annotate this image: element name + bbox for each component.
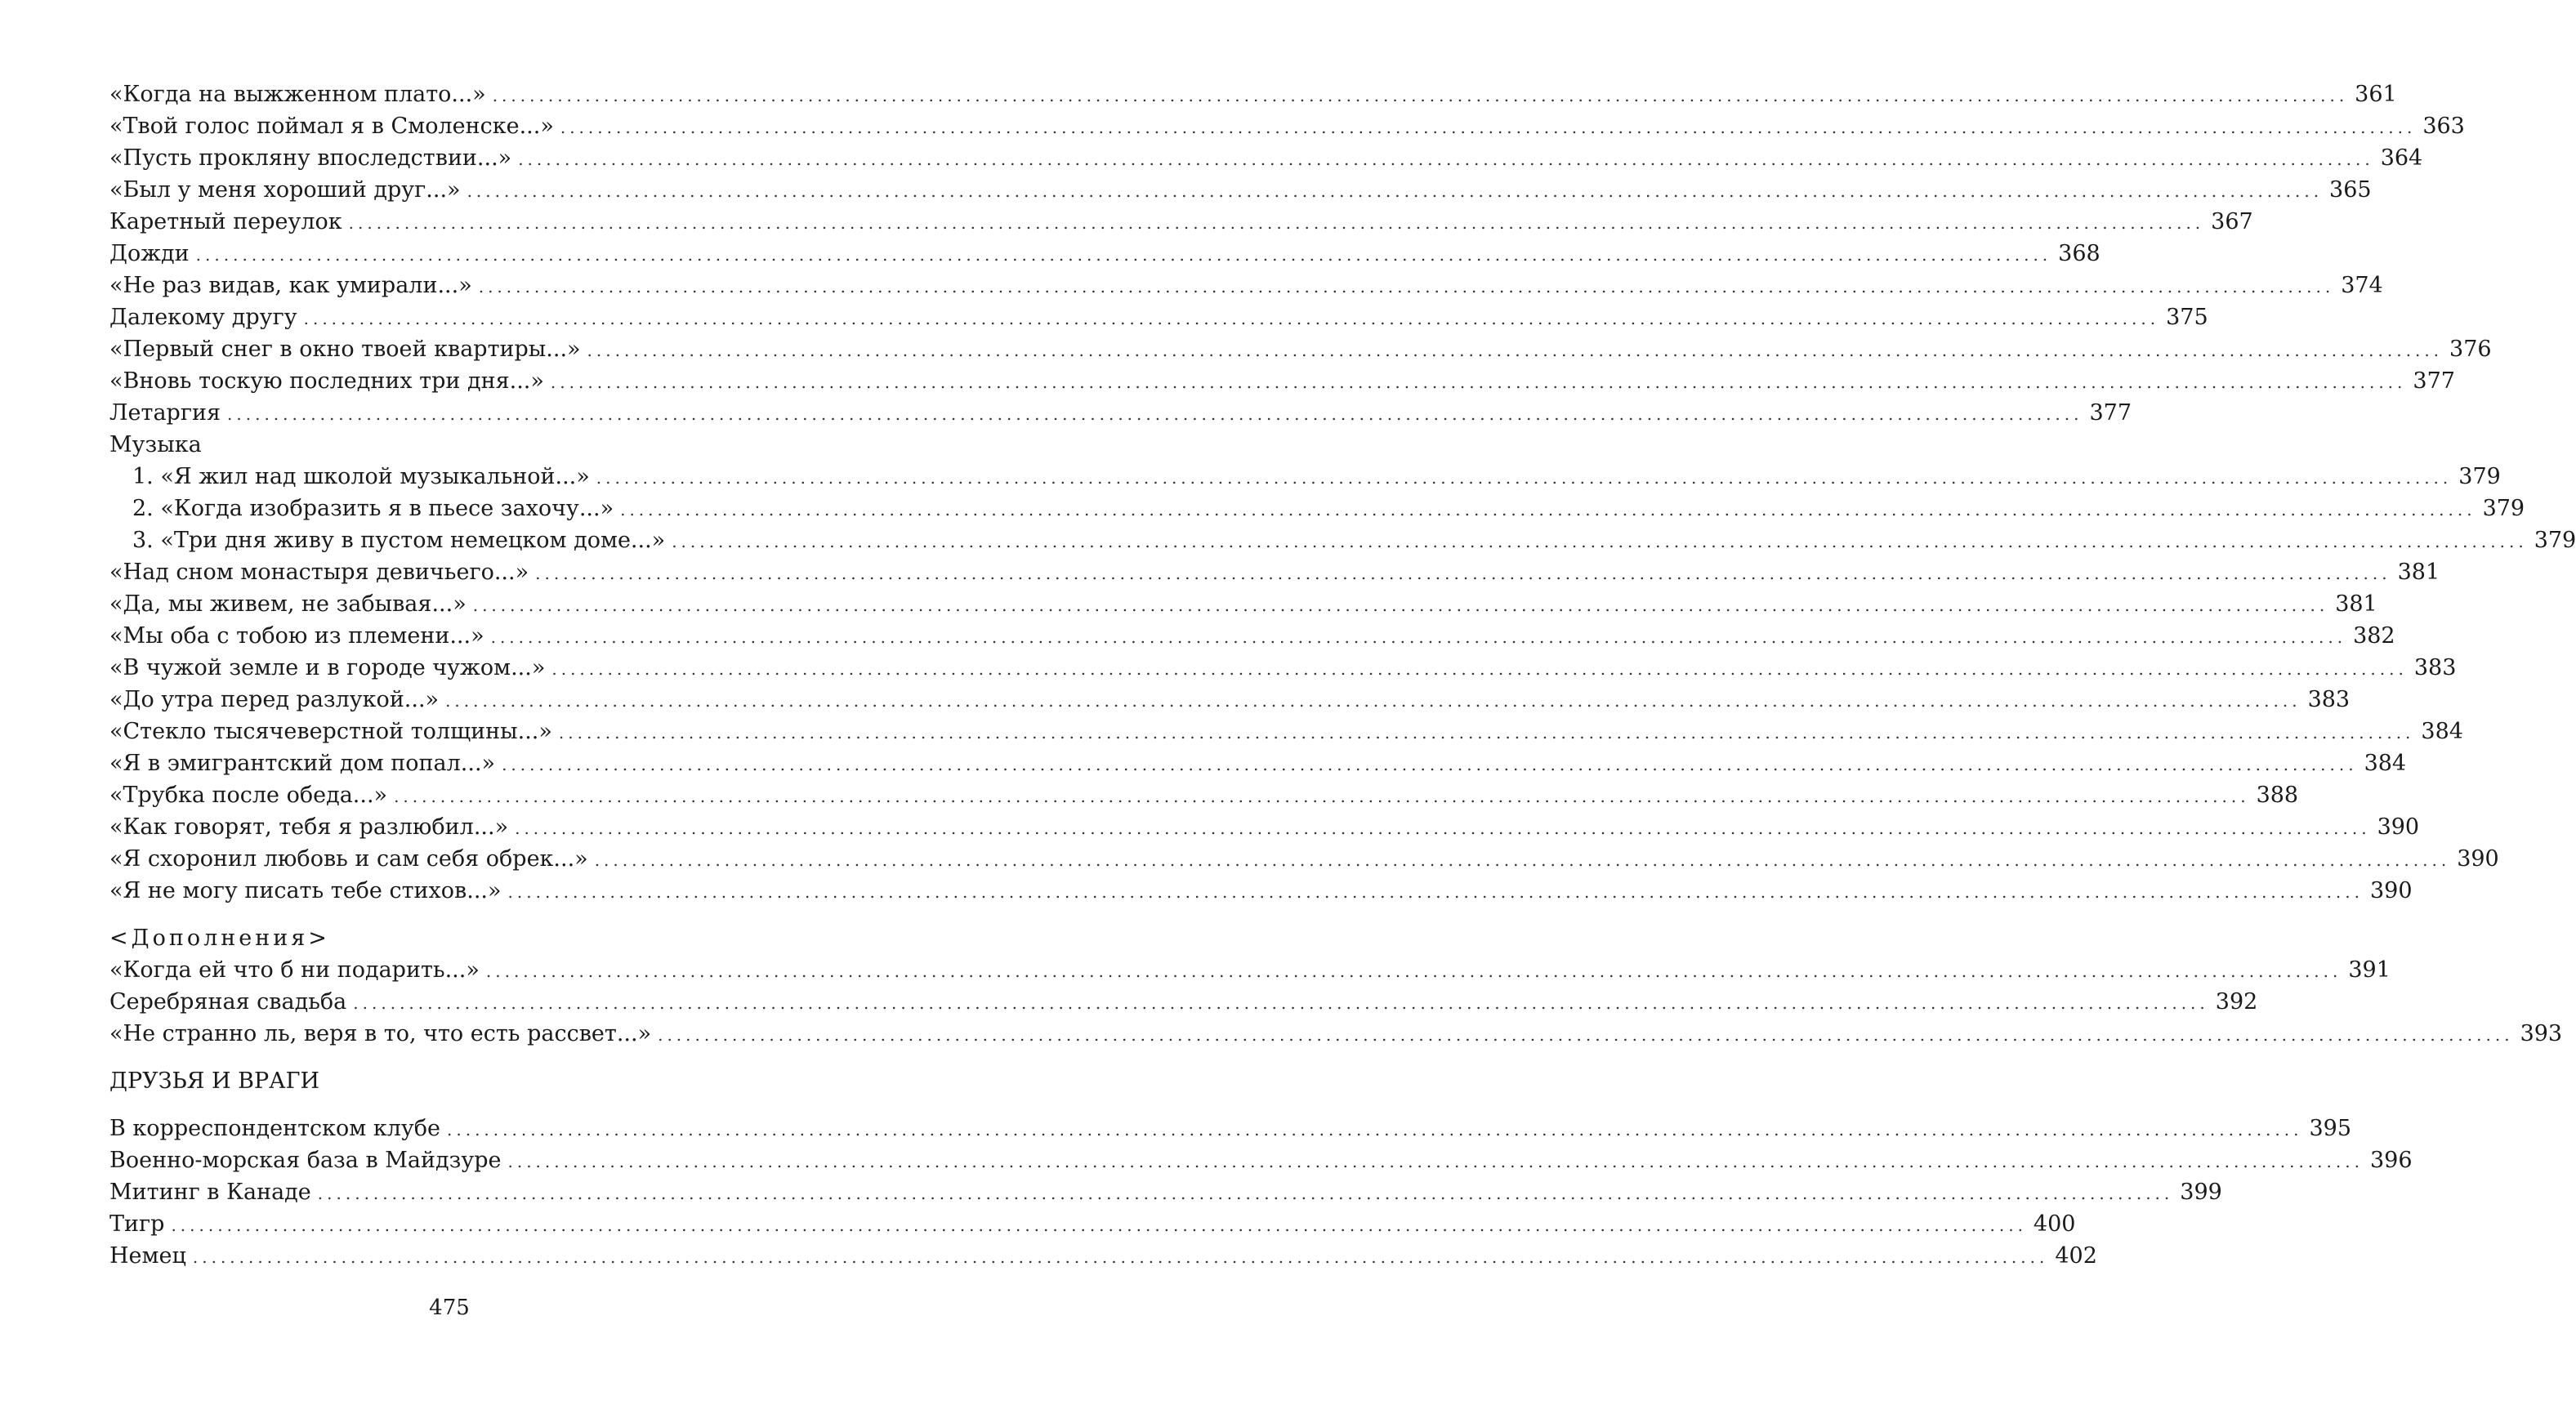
toc-entry-title: Далекому другу xyxy=(109,305,297,330)
toc-entry-page: 381 xyxy=(2335,591,2377,617)
toc-entry-title: «В чужой земле и в городе чужом...» xyxy=(109,655,546,680)
toc-entry-page: 377 xyxy=(2089,400,2132,426)
toc-entry-title: 1. «Я жил над школой музыкальной...» xyxy=(132,464,590,489)
toc-entry-page: 381 xyxy=(2397,560,2440,585)
toc-entry xyxy=(109,238,2101,270)
toc-entry-page: 400 xyxy=(2033,1211,2076,1237)
toc-entry xyxy=(109,875,2413,907)
toc-entry-page: 382 xyxy=(2353,623,2395,649)
toc-entry-title: Дожди xyxy=(109,241,190,266)
section-heading-music: Музыка xyxy=(109,432,202,457)
dot-leader: ........................................................................................................................................................................................................ xyxy=(490,627,2347,647)
toc-entry xyxy=(109,461,2501,493)
toc-block-1 xyxy=(109,78,2492,429)
toc-entry-page: 402 xyxy=(2055,1243,2097,1269)
toc-entry xyxy=(109,493,2525,524)
toc-entry-page: 392 xyxy=(2215,989,2258,1015)
toc-entry xyxy=(109,652,2457,684)
dot-leader: ........................................................................................................................................................................................................ xyxy=(303,309,2160,328)
dot-leader: ........................................................................................................................................................................................................ xyxy=(353,993,2209,1013)
dot-leader: ........................................................................................................................................................................................................ xyxy=(502,755,2358,774)
toc-entry-title: «Я не могу писать тебе стихов...» xyxy=(109,878,502,903)
toc-entry-title: «Стекло тысячеверстной толщины...» xyxy=(109,719,552,744)
toc-entry-page: 363 xyxy=(2422,114,2465,139)
toc-entry xyxy=(109,206,2253,238)
toc-entry-title: 3. «Три дня живу в пустом немецком доме...» xyxy=(132,528,666,553)
toc-entry xyxy=(109,1176,2222,1208)
dot-leader: ........................................................................................................................................................................................................ xyxy=(620,500,2476,520)
toc-entry-page: 390 xyxy=(2457,846,2499,872)
dot-leader: ........................................................................................................................................................................................................ xyxy=(672,532,2528,551)
toc-entry-page: 376 xyxy=(2449,337,2492,362)
dot-leader: ........................................................................................................................................................................................................ xyxy=(594,850,2451,870)
toc-entry-title: «Первый снег в окно твоей квартиры...» xyxy=(109,337,581,362)
toc-entry xyxy=(109,684,2351,716)
toc-entry xyxy=(109,301,2208,333)
toc-block-friends xyxy=(109,1113,2413,1272)
dot-leader: ........................................................................................................................................................................................................ xyxy=(467,181,2324,201)
toc-entry xyxy=(109,986,2258,1018)
dot-leader: ........................................................................................................................................................................................................ xyxy=(550,372,2407,392)
toc-entry-title: «Я схоронил любовь и сам себя обрек...» xyxy=(109,846,588,872)
toc-entry-title: «Мы оба с тобою из племени...» xyxy=(109,623,484,649)
toc-entry-title: Серебряная свадьба xyxy=(109,989,347,1015)
section-heading-friends-and-enemies: ДРУЗЬЯ И ВРАГИ xyxy=(109,1068,320,1094)
dot-leader: ........................................................................................................................................................................................................ xyxy=(348,213,2205,233)
toc-entry-page: 390 xyxy=(2377,814,2420,840)
toc-entry-page: 399 xyxy=(2180,1180,2222,1205)
dot-leader: ........................................................................................................................................................................................................ xyxy=(658,1025,2514,1045)
toc-entry xyxy=(109,524,2576,556)
toc-entry xyxy=(109,747,2407,779)
dot-leader: ........................................................................................................................................................................................................ xyxy=(317,1184,2174,1203)
toc-entry xyxy=(109,556,2440,588)
toc-block-music xyxy=(109,461,2576,556)
toc-entry-page: 375 xyxy=(2166,305,2208,330)
dot-leader: ........................................................................................................................................................................................................ xyxy=(195,245,2052,265)
toc-entry-page: 395 xyxy=(2309,1116,2352,1141)
toc-entry-title: «Как говорят, тебя я разлюбил...» xyxy=(109,814,509,840)
toc-entry-title: В корреспондентском клубе xyxy=(109,1116,440,1141)
table-of-contents xyxy=(109,78,2576,1272)
toc-entry xyxy=(109,1240,2097,1272)
dot-leader: ........................................................................................................................................................................................................ xyxy=(492,86,2349,105)
dot-leader: ........................................................................................................................................................................................................ xyxy=(560,118,2417,137)
toc-entry-page: 393 xyxy=(2520,1021,2563,1046)
toc-entry-title: «До утра перед разлукой...» xyxy=(109,687,440,712)
toc-entry xyxy=(109,365,2455,397)
dot-leader: ........................................................................................................................................................................................................ xyxy=(171,1215,2027,1235)
toc-entry xyxy=(109,779,2299,811)
dot-leader: ........................................................................................................................................................................................................ xyxy=(478,277,2335,297)
dot-leader: ........................................................................................................................................................................................................ xyxy=(587,341,2444,360)
dot-leader: ........................................................................................................................................................................................................ xyxy=(518,149,2374,169)
toc-block-2 xyxy=(109,556,2499,907)
dot-leader: ........................................................................................................................................................................................................ xyxy=(394,787,2250,806)
toc-entry-page: 365 xyxy=(2329,177,2372,203)
toc-entry-title: «Твой голос поймал я в Смоленске...» xyxy=(109,114,554,139)
toc-block-supplements xyxy=(109,954,2563,1050)
toc-entry-title: «Да, мы живем, не забывая...» xyxy=(109,591,467,617)
toc-entry-title: «Трубка после обеда...» xyxy=(109,783,388,808)
toc-entry xyxy=(109,1144,2413,1176)
toc-entry-title: Военно-морская база в Майдзуре xyxy=(109,1148,502,1173)
dot-leader: ........................................................................................................................................................................................................ xyxy=(192,1247,2049,1267)
toc-entry xyxy=(109,716,2463,747)
toc-entry-title: Каретный переулок xyxy=(109,209,342,234)
toc-entry xyxy=(109,588,2377,620)
section-heading-supplements: <Дополнения> xyxy=(109,926,330,951)
toc-entry xyxy=(109,142,2423,174)
toc-entry-page: 383 xyxy=(2307,687,2351,712)
dot-leader: ........................................................................................................................................................................................................ xyxy=(485,961,2342,981)
toc-entry-page: 384 xyxy=(2421,719,2463,744)
toc-entry-page: 391 xyxy=(2348,957,2391,983)
toc-entry-page: 390 xyxy=(2370,878,2413,903)
toc-entry-page: 379 xyxy=(2482,496,2525,521)
toc-entry xyxy=(109,1113,2352,1144)
toc-entry-title: Митинг в Канаде xyxy=(109,1180,311,1205)
dot-leader: ........................................................................................................................................................................................................ xyxy=(472,595,2329,615)
dot-leader: ........................................................................................................................................................................................................ xyxy=(507,1152,2364,1171)
toc-entry-page: 379 xyxy=(2458,464,2501,489)
toc-entry-title: «Над сном монастыря девичьего...» xyxy=(109,560,529,585)
toc-entry-page: 384 xyxy=(2364,751,2407,776)
dot-leader: ........................................................................................................................................................................................................ xyxy=(558,723,2415,743)
dot-leader: ........................................................................................................................................................................................................ xyxy=(535,564,2391,583)
toc-entry-title: «Не странно ль, веря в то, что есть рассвет...» xyxy=(109,1021,652,1046)
toc-entry xyxy=(109,620,2395,652)
dot-leader: ........................................................................................................................................................................................................ xyxy=(445,691,2301,711)
dot-leader: ........................................................................................................................................................................................................ xyxy=(515,818,2371,838)
toc-entry-page: 383 xyxy=(2413,655,2457,680)
toc-entry-page: 361 xyxy=(2355,82,2397,107)
toc-entry xyxy=(109,397,2132,429)
toc-entry xyxy=(109,110,2465,142)
toc-entry-page: 364 xyxy=(2380,145,2423,171)
toc-entry-title: Немец xyxy=(109,1243,186,1269)
toc-entry xyxy=(109,333,2492,365)
toc-entry xyxy=(109,811,2420,843)
toc-entry-page: 367 xyxy=(2211,209,2253,234)
toc-entry xyxy=(109,1018,2563,1050)
toc-entry-page: 377 xyxy=(2413,368,2455,394)
page-number: 475 xyxy=(429,1296,470,1320)
toc-entry xyxy=(109,1208,2076,1240)
toc-entry-title: «Пусть прокляну впоследствии...» xyxy=(109,145,512,171)
toc-entry-page: 388 xyxy=(2256,783,2299,808)
toc-entry xyxy=(109,954,2391,986)
toc-entry-title: «Не раз видав, как умирали...» xyxy=(109,273,472,298)
toc-entry xyxy=(109,174,2372,206)
toc-entry xyxy=(109,270,2383,301)
toc-entry xyxy=(109,78,2397,110)
toc-entry-title: «Вновь тоскую последних три дня...» xyxy=(109,368,544,394)
toc-entry-page: 368 xyxy=(2058,241,2101,266)
toc-entry-page: 396 xyxy=(2369,1148,2413,1173)
toc-entry-title: «Когда на выжженном плато...» xyxy=(109,82,486,107)
toc-entry-title: «Когда ей что б ни подарить...» xyxy=(109,957,480,983)
toc-entry-title: Летаргия xyxy=(109,400,221,426)
toc-entry-title: «Я в эмигрантский дом попал...» xyxy=(109,751,496,776)
toc-entry xyxy=(109,843,2499,875)
dot-leader: ........................................................................................................................................................................................................ xyxy=(551,659,2408,679)
dot-leader: ........................................................................................................................................................................................................ xyxy=(596,468,2453,488)
dot-leader: ........................................................................................................................................................................................................ xyxy=(227,404,2083,424)
dot-leader: ........................................................................................................................................................................................................ xyxy=(447,1120,2303,1140)
dot-leader: ........................................................................................................................................................................................................ xyxy=(507,882,2364,902)
toc-entry-title: «Был у меня хороший друг...» xyxy=(109,177,461,203)
toc-entry-title: 2. «Когда изобразить я в пьесе захочу...» xyxy=(132,496,614,521)
toc-entry-page: 374 xyxy=(2341,273,2383,298)
toc-entry-page: 379 xyxy=(2534,528,2576,553)
toc-entry-title: Тигр xyxy=(109,1211,165,1237)
